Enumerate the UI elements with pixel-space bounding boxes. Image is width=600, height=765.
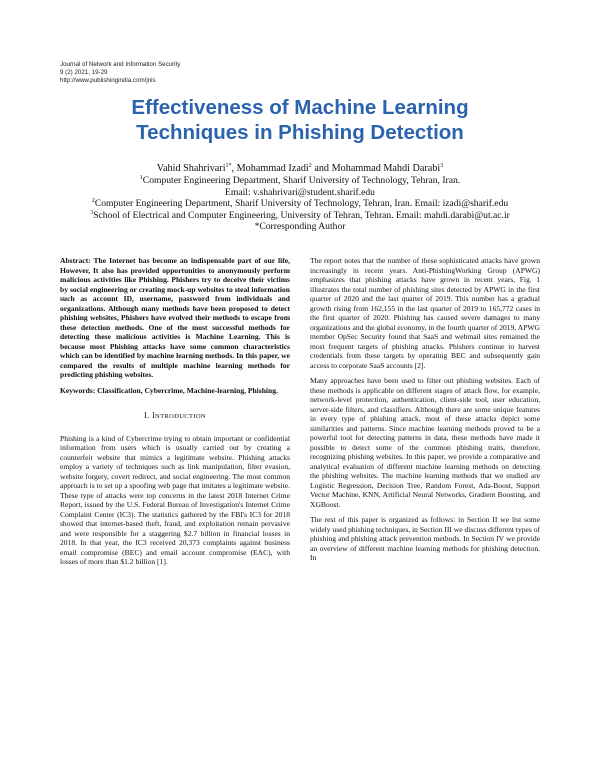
corresponding-author (60, 221, 540, 232)
keywords: Keywords: Classification, Cybercrime, Machine-learning, Phishing. (60, 385, 278, 395)
intro-paragraph-1: Phishing is a kind of Cybercrime trying to obtain important or confidential information from users which is usually carried out by creating a counterfeit website that mimics a legitimate website. Phishing attacks employ a variety of techniques such as link manipulation, filter evasion, website forgery, covert redirect, and social engineering. The most common approach is to set up a spoofing web page that imitates a legitimate website. These type of attacks were top concerns in the latest 2018 Internet Crime Report, issued by the U.S. Federal Bureau of Investigation's Internet Crime Complaint Center (IC3). The statistics gathered by the FBI's IC3 for 2018 showed that internet-based theft, fraud, and exploitation remain pervasive and were responsible for a staggering $2.7 billion in financial losses in 2018. In that year, the IC3 received 20,373 complaints against business email compromise (BEC) and email account compromise (EAC), with losses of more than $1.2 billion [1]. (60, 433, 290, 566)
affiliation-3 (60, 210, 540, 221)
author-names (60, 163, 540, 174)
author-3: and Mohammad Mahdi Darabi (311, 163, 441, 174)
right-paragraph-3: The rest of this paper is organized as follows: in Section II we list some widely used phishing techniques, in Section III we discuss different types of phishing and phishing attack prevention methods. In Section IV we provide an overview of different machine learning methods for phishing detection. In (310, 515, 540, 562)
section-title-rest: NTRODUCTION (155, 413, 206, 420)
paper-title (60, 95, 540, 145)
journal-header (60, 61, 180, 86)
affiliation-2-text: Computer Engineering Department, Sharif University of Technology, Tehran, Iran. Email: izadi@sharif.edu (94, 198, 509, 210)
title-line-1: Effectiveness of Machine Learning (131, 96, 469, 119)
author-block (60, 163, 540, 232)
journal-issue: 9 (2) 2021, 19-29 (60, 69, 108, 77)
section-number: I. (144, 411, 152, 420)
affiliation-2-sup: 2 (91, 198, 95, 205)
right-paragraph-1: The report notes that the number of these sophisticated attacks have grown increasingly in recent years. Anti-PhishingWorking Group (APWG) emphasizes that phishing attacks have grown in recent years, Fig. 1 illustrates the total number of phishing sites detected by APWG in the first quarter of 2020 and the last quarter of 2019. This number has a gradual growth rising from 162,155 in the last quarter of 2019 to 165,772 cases in the first quarter of 2020. Phishing has caused severe damages to many organizations and the global economy, in the fourth quarter of 2019, APWG member OpSec Security found that SaaS and webmail sites remained the most frequent targets of phishing attacks. Phishers continue to harvest credentials from these targets by operating BEC and subsequently gain access to corporate SaaS accounts [2]. (310, 256, 540, 370)
right-paragraph-2: Many approaches have been used to filter out phishing websites. Each of these methods is applicable on different stages of attack flow, for example, network-level protection, authentication, client-side tool, user education, server-side filters, and classifiers. Although there are some unique features in every type of phishing attack, most of these attacks depict some similarities and patterns. Since machine learning methods proved to be a powerful tool for detecting patterns in data, these methods have made it possible to detect some of the common phishing traits, therefore, recognizing phishing websites. In this paper, we provide a comparative and analytical evaluation of different machine learning methods on detecting the phishing websites. The machine learning methods that we studied are Logistic Regression, Decision Tree, Random Forest, Ada-Boost, Support Vector Machine, KNN, Artificial Neural Networks, Gradient Boosting, and XGBoost. (310, 376, 540, 509)
affiliation-1-email-text: Email: v.shahrivari@student.sharif.edu (225, 186, 375, 198)
affiliation-1-sup: 1 (139, 175, 143, 182)
author-2-sup: 2 (308, 163, 312, 169)
journal-url[interactable]: http://www.publishingindia.com/jnis (60, 77, 156, 85)
journal-name: Journal of Network and Information Security (60, 61, 181, 68)
author-1: Vahid Shahrivari (156, 163, 226, 174)
abstract: Abstract: The Internet has become an indispensable part of our life, However, It also has provided opportunities to anonymously perform malicious activities like Phishing. Phishers try to deceive their victims by social engineering or creating mock-up websites to steal information such as account ID, username, password from individuals and organizations. Although many methods have been proposed to detect phishing websites, Phishers have evolved their methods to escape from these detection methods. One of the most successful methods for detecting these malicious activities is Machine Learning. This is because most Phishing attacks have some common characteristics which can be identified by machine learning methods. In this paper, we compared the results of multiple machine learning methods for predicting phishing websites. (60, 256, 290, 379)
section-initial: I (151, 411, 156, 420)
affiliation-1 (60, 175, 540, 186)
affiliation-1-text: Computer Engineering Department, Sharif University of Technology, Tehran, Iran. (142, 175, 461, 187)
section-heading-introduction (60, 411, 290, 422)
author-2: , Mohammad Izadi (231, 163, 309, 174)
right-column (310, 256, 540, 569)
affiliation-3-sup: 3 (90, 209, 94, 216)
corresponding-author-text: *Corresponding Author (254, 221, 346, 233)
affiliation-2 (60, 198, 540, 209)
author-3-sup: 3 (440, 163, 444, 169)
affiliation-3-text: School of Electrical and Computer Engineering, University of Tehran, Tehran. Email: mahdi.darabi@ut.ac.ir (93, 209, 510, 221)
title-line-2: Techniques in Phishing Detection (136, 121, 464, 144)
left-column (60, 256, 290, 573)
affiliation-1-email (60, 187, 540, 198)
author-1-sup: 1* (225, 163, 232, 169)
